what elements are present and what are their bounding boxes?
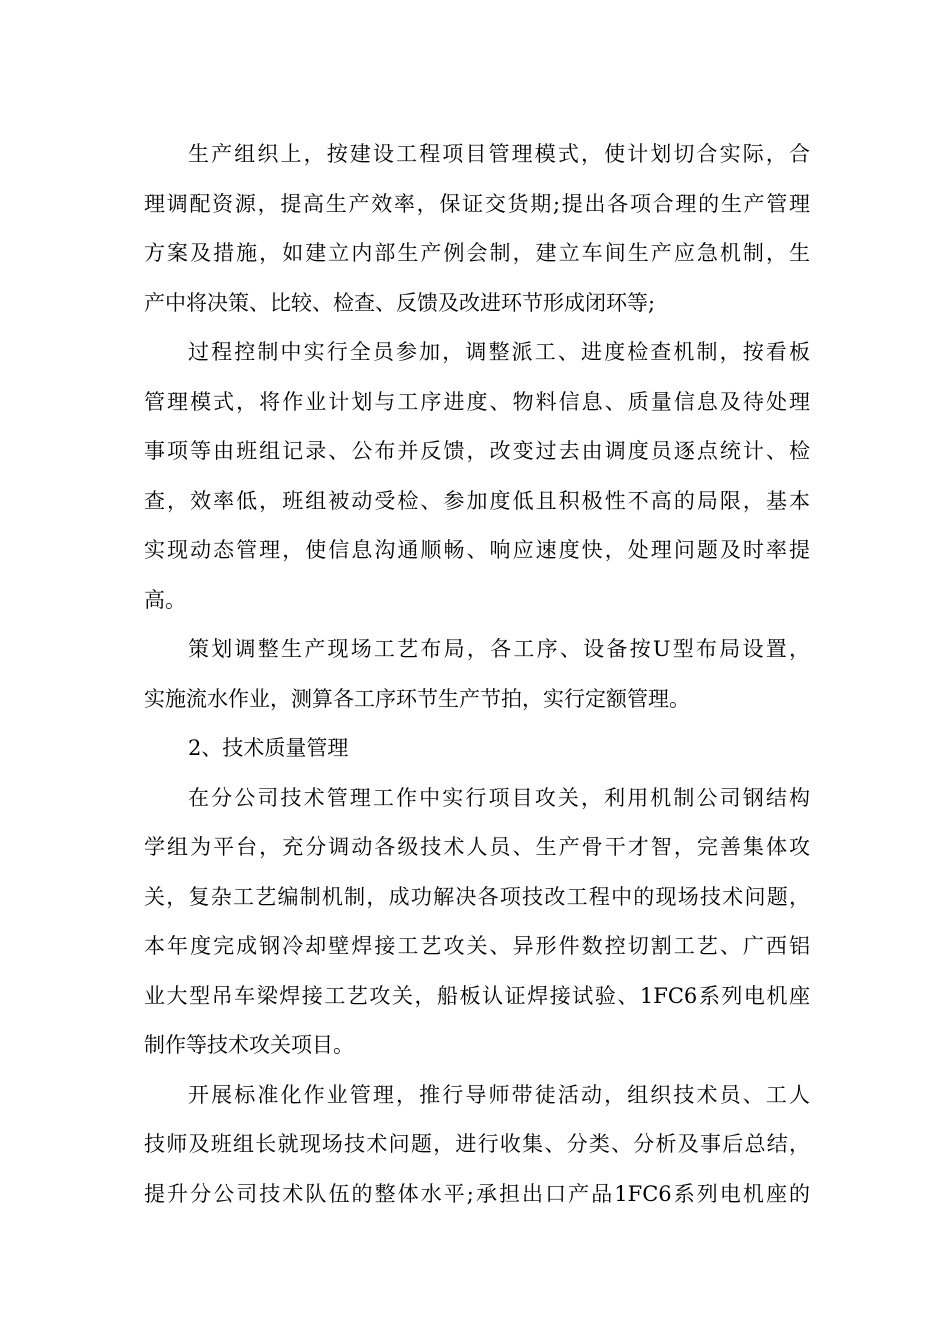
text-line: 开展标准化作业管理，推行导师带徒活动，组织技术员、工人 (188, 1082, 810, 1107)
text-line: 关，复杂工艺编制机制，成功解决各项技改工程中的现场技术问题， (144, 884, 810, 909)
text-line: 查，效率低，班组被动受检、参加度低且积极性不高的局限，基本 (144, 488, 810, 513)
text-line: 事项等由班组记录、公布并反馈，改变过去由调度员逐点统计、检 (144, 439, 810, 463)
text-line: 过程控制中实行全员参加，调整派工、进度检查机制，按看板 (188, 340, 810, 364)
text-line: 理调配资源，提高生产效率，保证交货期;提出各项合理的生产管理 (144, 191, 810, 216)
text-line: 实施流水作业，测算各工序环节生产节拍，实行定额管理。 (144, 686, 690, 711)
text-line: 高。 (144, 587, 186, 612)
paragraph-technical-management (144, 774, 810, 1071)
text-line: 实现动态管理，使信息沟通顺畅、响应速度快，处理问题及时率提 (144, 538, 810, 562)
text-line: 学组为平台，充分调动各级技术人员、生产骨干才智，完善集体攻 (144, 835, 810, 859)
text-line: 管理模式，将作业计划与工序进度、物料信息、质量信息及待处理 (144, 389, 810, 414)
text-line: 方案及措施，如建立内部生产例会制，建立车间生产应急机制，生 (144, 241, 810, 265)
paragraph-layout-planning (144, 625, 810, 724)
section-heading-technical-quality (144, 724, 810, 774)
paragraph-process-control (144, 328, 810, 625)
text-line: 产中将决策、比较、检查、反馈及改进环节形成闭环等; (144, 290, 656, 315)
text-line: 在分公司技术管理工作中实行项目攻关，利用机制公司钢结构 (188, 785, 810, 810)
text-line: 技师及班组长就现场技术问题，进行收集、分类、分析及事后总结， (144, 1132, 810, 1156)
paragraph-production-organization (144, 130, 810, 328)
text-line: 业大型吊车梁焊接工艺攻关，船板认证焊接试验、1FC6系列电机座 (144, 983, 810, 1008)
text-line: 本年度完成钢冷却壁焊接工艺攻关、异形件数控切割工艺、广西铝 (144, 934, 810, 958)
text-line: 提升分公司技术队伍的整体水平;承担出口产品1FC6系列电机座的 (144, 1181, 810, 1206)
text-line: 制作等技术攻关项目。 (144, 1033, 354, 1057)
section-heading: 2、技术质量管理 (188, 736, 349, 760)
text-line: 策划调整生产现场工艺布局，各工序、设备按U型布局设置， (188, 637, 810, 661)
document-page (144, 130, 810, 1219)
paragraph-standardization (144, 1071, 810, 1220)
text-line: 生产组织上，按建设工程项目管理模式，使计划切合实际，合 (188, 142, 810, 166)
